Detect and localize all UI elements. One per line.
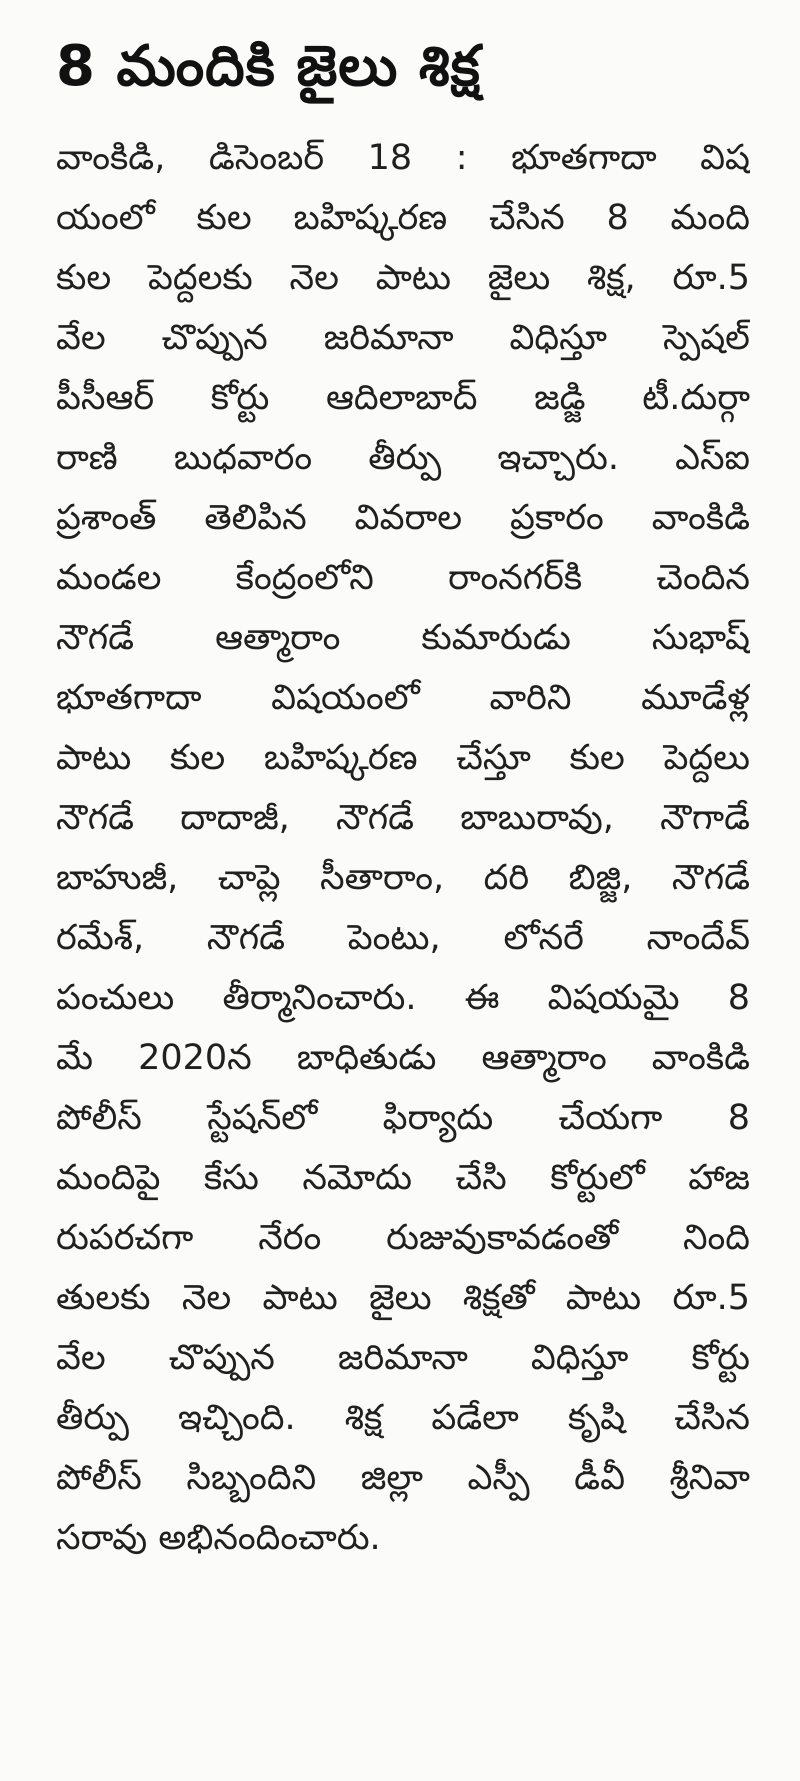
- article-line: వాంకిడి, డిసెంబర్ 18 : భూతగాదా విష: [56, 138, 750, 178]
- article-line: మందిపై కేసు నమోదు చేసి కోర్టులో హాజ: [56, 1158, 750, 1198]
- article-line: ప్రశాంత్ తెలిపిన వివరాల ప్రకారం వాంకిడి: [56, 498, 750, 538]
- article-line: పోలీస్ సిబ్బందిని జిల్లా ఎస్పీ డీవీ శ్రీనివా: [56, 1458, 750, 1498]
- article-line: నౌగడే ఆత్మారాం కుమారుడు సుభాష్: [56, 618, 750, 658]
- article-line: భూతగాదా విషయంలో వారిని మూడేళ్ల: [56, 678, 750, 718]
- article-line: వేల చొప్పున జరిమానా విధిస్తూ కోర్టు: [56, 1338, 750, 1378]
- article-body: [56, 128, 750, 1568]
- article-line: మండల కేంద్రంలోని రాంనగర్‌కి చెందిన: [56, 558, 750, 598]
- article-line: రుపరచగా నేరం రుజువుకావడంతో నింది: [56, 1218, 750, 1258]
- article-line: మే 2020న బాధితుడు ఆత్మారాం వాంకిడి: [56, 1038, 750, 1078]
- article-line: వేల చొప్పున జరిమానా విధిస్తూ స్పెషల్: [56, 318, 750, 358]
- article-line: తీర్పు ఇచ్చింది. శిక్ష పడేలా కృషి చేసిన: [56, 1398, 750, 1438]
- article-headline: 8 మందికి జైలు శిక్ష: [56, 34, 481, 99]
- article-line: పంచులు తీర్మానించారు. ఈ విషయమై 8: [56, 978, 750, 1018]
- article-line: యంలో కుల బహిష్కరణ చేసిన 8 మంది: [56, 198, 750, 238]
- article-line: రాణి బుధవారం తీర్పు ఇచ్చారు. ఎస్ఐ: [56, 438, 750, 478]
- article-line: సరావు అభినందించారు.: [56, 1518, 381, 1558]
- article-line: రమేశ్, నౌగడే పెంటు, లోనరే నాందేవ్: [56, 918, 750, 958]
- article-line: బాహుజీ, చాప్లె సీతారాం, దరి బిజ్జి, నౌగడే: [56, 858, 750, 898]
- article-line: తులకు నెల పాటు జైలు శిక్షతో పాటు రూ.5: [56, 1278, 750, 1318]
- article-line: పోలీస్ స్టేషన్‌లో ఫిర్యాదు చేయగా 8: [56, 1098, 750, 1138]
- article-line: నౌగడే దాదాజీ, నౌగడే బాబురావు, నౌగాడే: [56, 798, 750, 838]
- article-line: కుల పెద్దలకు నెల పాటు జైలు శిక్ష, రూ.5: [56, 258, 750, 298]
- article-line: పాటు కుల బహిష్కరణ చేస్తూ కుల పెద్దలు: [56, 738, 750, 778]
- article-line: పీసీఆర్ కోర్టు ఆదిలాబాద్ జడ్జి టీ.దుర్గా: [56, 378, 750, 418]
